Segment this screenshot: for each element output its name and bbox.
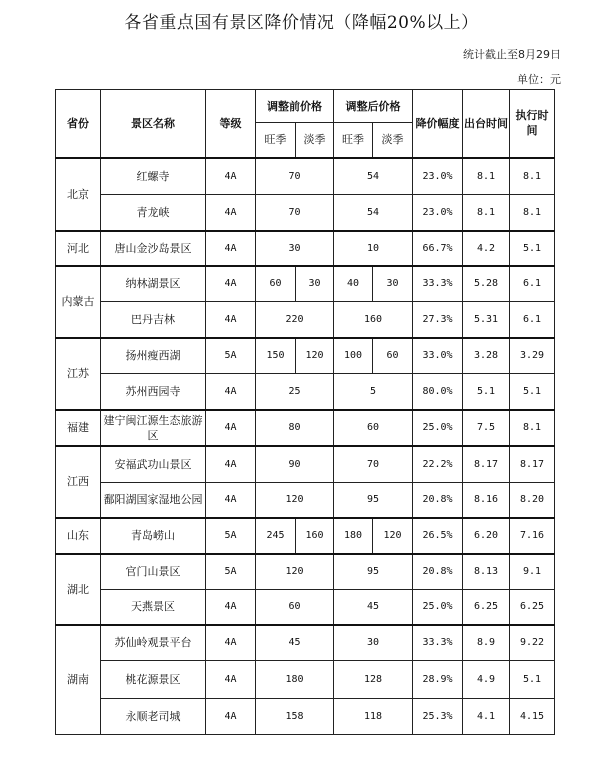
before-peak-cell: 245 (256, 518, 296, 554)
effective-cell: 6.1 (510, 266, 555, 302)
after-price-cell: 45 (334, 590, 413, 625)
table-row (56, 231, 555, 266)
scenic-name-cell: 永顺老司城 (101, 699, 206, 735)
before-price-cell: 158 (256, 699, 334, 735)
issued-cell: 5.31 (463, 302, 510, 338)
before-price-cell: 70 (256, 158, 334, 195)
effective-cell: 5.1 (510, 231, 555, 266)
header-province: 省份 (56, 90, 101, 158)
before-off-cell: 30 (296, 266, 334, 302)
issued-cell: 4.9 (463, 661, 510, 699)
effective-cell: 8.1 (510, 158, 555, 195)
after-price-cell: 10 (334, 231, 413, 266)
effective-cell: 5.1 (510, 374, 555, 410)
grade-cell: 5A (206, 338, 256, 374)
issued-cell: 6.20 (463, 518, 510, 554)
after-price-cell: 5 (334, 374, 413, 410)
after-off-cell: 60 (373, 338, 413, 374)
after-price-cell: 70 (334, 446, 413, 483)
table-row (56, 483, 555, 518)
scenic-name-cell: 纳林湖景区 (101, 266, 206, 302)
before-price-cell: 60 (256, 590, 334, 625)
effective-cell: 5.1 (510, 661, 555, 699)
issued-cell: 8.1 (463, 195, 510, 231)
header-before-peak: 旺季 (256, 123, 296, 158)
after-price-cell: 30 (334, 625, 413, 661)
scenic-name-cell: 官门山景区 (101, 554, 206, 590)
drop-cell: 33.3% (413, 266, 463, 302)
before-price-cell: 120 (256, 483, 334, 518)
issued-cell: 5.28 (463, 266, 510, 302)
scenic-name-cell: 扬州瘦西湖 (101, 338, 206, 374)
after-peak-cell: 40 (334, 266, 373, 302)
effective-cell: 8.1 (510, 195, 555, 231)
scenic-name-cell: 安福武功山景区 (101, 446, 206, 483)
drop-cell: 27.3% (413, 302, 463, 338)
drop-cell: 80.0% (413, 374, 463, 410)
scenic-name-cell: 巴丹吉林 (101, 302, 206, 338)
effective-cell: 8.20 (510, 483, 555, 518)
header-after-peak: 旺季 (334, 123, 373, 158)
province-cell: 江苏 (56, 338, 101, 410)
table-row (56, 338, 555, 374)
before-off-cell: 120 (296, 338, 334, 374)
before-price-cell: 70 (256, 195, 334, 231)
province-cell: 江西 (56, 446, 101, 518)
drop-cell: 33.3% (413, 625, 463, 661)
province-cell: 河北 (56, 231, 101, 266)
page-title: 各省重点国有景区降价情况（降幅20%以上） (124, 13, 479, 33)
before-peak-cell: 150 (256, 338, 296, 374)
grade-cell: 4A (206, 483, 256, 518)
effective-cell: 9.22 (510, 625, 555, 661)
after-peak-cell: 100 (334, 338, 373, 374)
drop-cell: 23.0% (413, 195, 463, 231)
header-drop: 降价幅度 (413, 90, 463, 158)
effective-cell: 7.16 (510, 518, 555, 554)
drop-cell: 33.0% (413, 338, 463, 374)
province-cell: 山东 (56, 518, 101, 554)
scenic-name-cell: 建宁闽江源生态旅游区 (101, 410, 206, 446)
after-price-cell: 60 (334, 410, 413, 446)
table-row (56, 266, 555, 302)
after-price-cell: 95 (334, 483, 413, 518)
header-issued: 出台时间 (463, 90, 510, 158)
scenic-name-cell: 青岛崂山 (101, 518, 206, 554)
issued-cell: 5.1 (463, 374, 510, 410)
drop-cell: 25.3% (413, 699, 463, 735)
scenic-name-cell: 鄱阳湖国家湿地公园 (101, 483, 206, 518)
table-row (56, 518, 555, 554)
drop-cell: 25.0% (413, 410, 463, 446)
after-peak-cell: 180 (334, 518, 373, 554)
issued-cell: 3.28 (463, 338, 510, 374)
table-row (56, 374, 555, 410)
scenic-name-cell: 桃花源景区 (101, 661, 206, 699)
effective-cell: 3.29 (510, 338, 555, 374)
after-off-cell: 30 (373, 266, 413, 302)
header-grade: 等级 (206, 90, 256, 158)
province-cell: 湖北 (56, 554, 101, 625)
after-price-cell: 160 (334, 302, 413, 338)
drop-cell: 20.8% (413, 483, 463, 518)
table-row (56, 699, 555, 735)
drop-cell: 28.9% (413, 661, 463, 699)
grade-cell: 4A (206, 699, 256, 735)
before-price-cell: 90 (256, 446, 334, 483)
grade-cell: 4A (206, 446, 256, 483)
effective-cell: 8.17 (510, 446, 555, 483)
header-before: 调整前价格 (256, 90, 334, 123)
table-row (56, 590, 555, 625)
grade-cell: 4A (206, 195, 256, 231)
effective-cell: 4.15 (510, 699, 555, 735)
grade-cell: 5A (206, 554, 256, 590)
grade-cell: 4A (206, 302, 256, 338)
unit-note: 单位：元 (517, 73, 561, 86)
table-row (56, 410, 555, 446)
grade-cell: 4A (206, 661, 256, 699)
header-before-off: 淡季 (296, 123, 334, 158)
drop-cell: 20.8% (413, 554, 463, 590)
drop-cell: 26.5% (413, 518, 463, 554)
province-cell: 湖南 (56, 625, 101, 735)
price-table (55, 89, 555, 735)
issued-cell: 6.25 (463, 590, 510, 625)
after-off-cell: 120 (373, 518, 413, 554)
after-price-cell: 54 (334, 195, 413, 231)
before-peak-cell: 60 (256, 266, 296, 302)
issued-cell: 4.2 (463, 231, 510, 266)
before-price-cell: 25 (256, 374, 334, 410)
before-off-cell: 160 (296, 518, 334, 554)
table-row (56, 661, 555, 699)
after-price-cell: 95 (334, 554, 413, 590)
grade-cell: 4A (206, 374, 256, 410)
drop-cell: 66.7% (413, 231, 463, 266)
grade-cell: 4A (206, 590, 256, 625)
scenic-name-cell: 唐山金沙岛景区 (101, 231, 206, 266)
scenic-name-cell: 青龙峡 (101, 195, 206, 231)
grade-cell: 4A (206, 266, 256, 302)
province-cell: 福建 (56, 410, 101, 446)
table-row (56, 625, 555, 661)
issued-cell: 8.1 (463, 158, 510, 195)
effective-cell: 9.1 (510, 554, 555, 590)
drop-cell: 22.2% (413, 446, 463, 483)
issued-cell: 8.16 (463, 483, 510, 518)
issued-cell: 7.5 (463, 410, 510, 446)
before-price-cell: 220 (256, 302, 334, 338)
before-price-cell: 30 (256, 231, 334, 266)
scenic-name-cell: 红螺寺 (101, 158, 206, 195)
date-note: 统计截止至8月29日 (463, 48, 561, 61)
issued-cell: 8.13 (463, 554, 510, 590)
after-price-cell: 128 (334, 661, 413, 699)
drop-cell: 23.0% (413, 158, 463, 195)
grade-cell: 4A (206, 625, 256, 661)
drop-cell: 25.0% (413, 590, 463, 625)
scenic-name-cell: 天燕景区 (101, 590, 206, 625)
after-price-cell: 54 (334, 158, 413, 195)
effective-cell: 6.1 (510, 302, 555, 338)
effective-cell: 6.25 (510, 590, 555, 625)
scenic-name-cell: 苏仙岭观景平台 (101, 625, 206, 661)
before-price-cell: 45 (256, 625, 334, 661)
grade-cell: 4A (206, 410, 256, 446)
header-scenic: 景区名称 (101, 90, 206, 158)
grade-cell: 4A (206, 158, 256, 195)
grade-cell: 5A (206, 518, 256, 554)
province-cell: 北京 (56, 158, 101, 231)
before-price-cell: 180 (256, 661, 334, 699)
header-after-off: 淡季 (373, 123, 413, 158)
before-price-cell: 120 (256, 554, 334, 590)
province-cell: 内蒙古 (56, 266, 101, 338)
table-row (56, 554, 555, 590)
issued-cell: 8.17 (463, 446, 510, 483)
header-after: 调整后价格 (334, 90, 413, 123)
issued-cell: 4.1 (463, 699, 510, 735)
table-row (56, 195, 555, 231)
table-row (56, 446, 555, 483)
table-body (56, 158, 555, 735)
before-price-cell: 80 (256, 410, 334, 446)
header-effective: 执行时间 (510, 90, 555, 158)
effective-cell: 8.1 (510, 410, 555, 446)
table-row (56, 302, 555, 338)
after-price-cell: 118 (334, 699, 413, 735)
table-row (56, 158, 555, 195)
issued-cell: 8.9 (463, 625, 510, 661)
scenic-name-cell: 苏州西园寺 (101, 374, 206, 410)
grade-cell: 4A (206, 231, 256, 266)
